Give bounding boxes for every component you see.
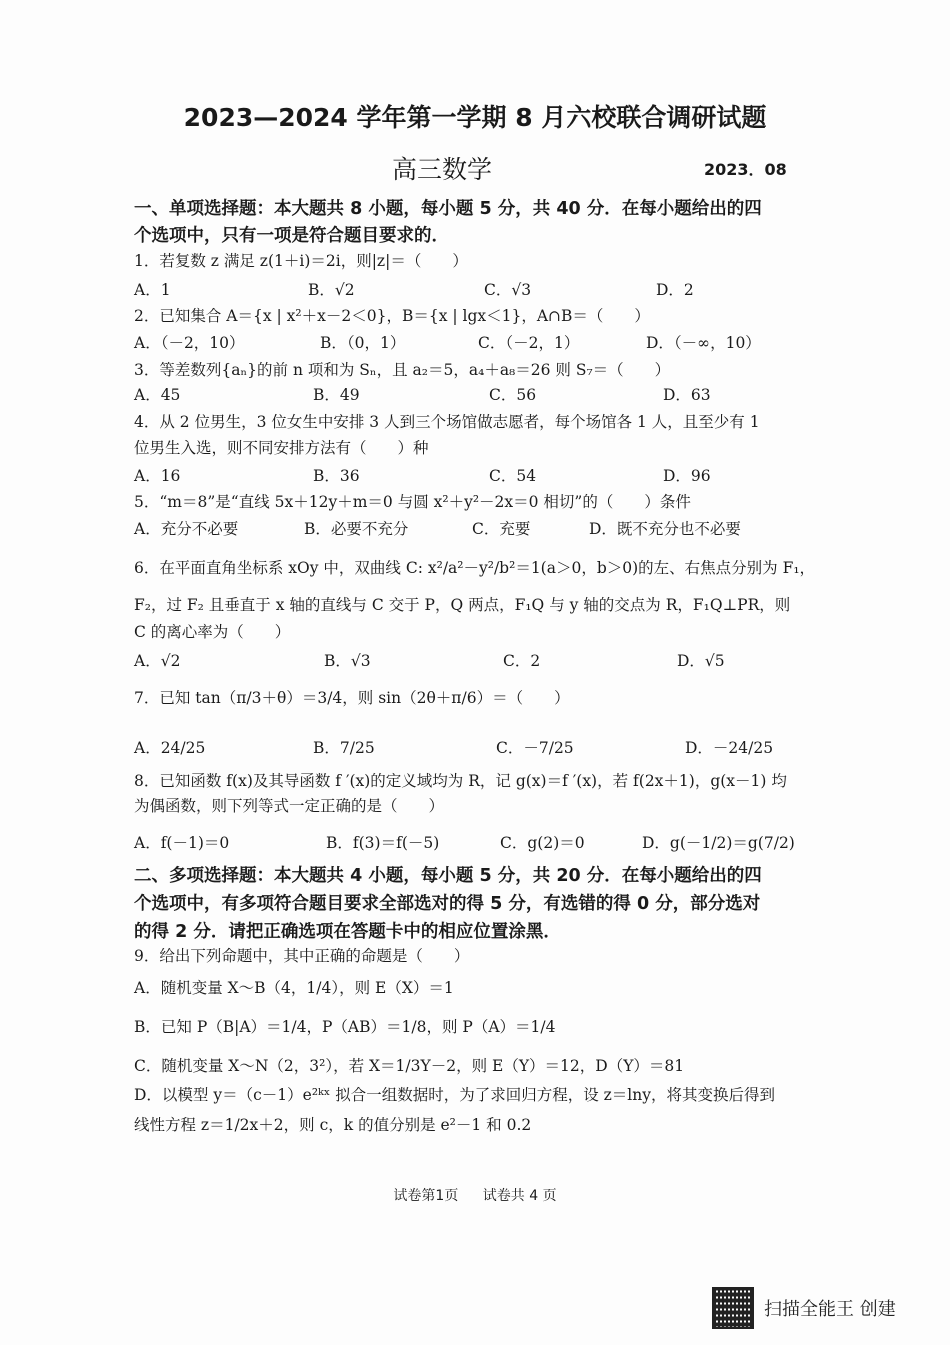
q1-option-b: B．√2 [308, 281, 355, 299]
q4-option-c: C．54 [489, 467, 537, 485]
q3-option-c: C．56 [489, 386, 537, 404]
question-2: 2．已知集合 A＝{x | x²＋x－2＜0}，B＝{x | lgx＜1}，A∩B＝（ ） [134, 307, 650, 325]
exam-title: 2023—2024 学年第一学期 8 月六校联合调研试题 [183, 103, 767, 132]
question-6-line3: C 的离心率为（ ） [134, 623, 291, 641]
question-8-line1: 8．已知函数 f(x)及其导函数 f ′(x)的定义域均为 R，记 g(x)＝f ′(x)，若 f(2x＋1)，g(x－1) 均 [134, 772, 787, 790]
q5-option-c: C．充要 [472, 520, 531, 538]
q9-option-a: A．随机变量 X～B（4，1/4），则 E（X）＝1 [134, 979, 454, 997]
q7-option-a: A．24/25 [134, 739, 206, 757]
q3-option-a: A．45 [134, 386, 181, 404]
q7-option-b: B．7/25 [313, 739, 375, 757]
q2-option-d: D．（－∞，10） [646, 334, 761, 352]
q1-option-a: A．1 [134, 281, 171, 299]
q4-option-a: A．16 [134, 467, 181, 485]
question-4-line1: 4．从 2 位男生，3 位女生中安排 3 人到三个场馆做志愿者，每个场馆各 1 人，且至少有 1 [134, 413, 760, 431]
q8-option-a: A．f(－1)＝0 [134, 834, 230, 852]
q1-option-d: D．2 [656, 281, 694, 299]
q6-option-a: A．√2 [134, 652, 181, 670]
scanner-watermark: 扫描全能王 创建 [764, 1299, 896, 1320]
question-6-line1: 6．在平面直角坐标系 xOy 中，双曲线 C: x²/a²－y²/b²＝1(a＞0，b＞0)的左、右焦点分别为 F₁， [134, 559, 816, 577]
question-5: 5．“m＝8”是“直线 5x＋12y＋m＝0 与圆 x²＋y²－2x＝0 相切”的（ ）条件 [134, 493, 691, 511]
question-8-line2: 为偶函数，则下列等式一定正确的是（ ） [134, 797, 445, 815]
q9-option-c: C．随机变量 X～N（2，3²），若 X＝1/3Y－2，则 E（Y）＝12，D（Y）＝81 [134, 1057, 685, 1075]
q2-option-b: B．（0，1） [320, 334, 406, 352]
q8-option-d: D．g(－1/2)＝g(7/2) [642, 834, 795, 852]
section1-heading-line1: 一、单项选择题：本大题共 8 小题，每小题 5 分，共 40 分．在每小题给出的四 [134, 199, 762, 219]
q2-option-a: A．（－2，10） [134, 334, 245, 352]
q9-option-d-line2: 线性方程 z＝1/2x＋2，则 c，k 的值分别是 e²－1 和 0.2 [134, 1116, 532, 1134]
subject-title: 高三数学 [392, 155, 493, 184]
q4-option-d: D．96 [663, 467, 711, 485]
q1-option-c: C．√3 [484, 281, 532, 299]
q3-option-d: D．63 [663, 386, 711, 404]
q9-option-b: B．已知 P（B|A）＝1/4，P（AB）＝1/8，则 P（A）＝1/4 [134, 1018, 556, 1036]
q9-option-d-line1: D．以模型 y＝（c－1）e²ᵏˣ 拟合一组数据时，为了求回归方程，设 z＝lny，将其变换后得到 [134, 1086, 775, 1104]
q6-option-b: B．√3 [324, 652, 371, 670]
exam-date: 2023．08 [704, 160, 787, 179]
question-9: 9．给出下列命题中，其中正确的命题是（ ） [134, 947, 470, 965]
page-number: 试卷第1页 [393, 1188, 459, 1204]
question-3: 3．等差数列{aₙ}的前 n 项和为 Sₙ，且 a₂＝5，a₄＋a₈＝26 则 S₇＝（ ） [134, 361, 671, 379]
page-footer [0, 1185, 950, 1205]
q5-option-a: A．充分不必要 [134, 520, 239, 538]
q7-option-c: C．－7/25 [496, 739, 574, 757]
question-6-line2: F₂，过 F₂ 且垂直于 x 轴的直线与 C 交于 P，Q 两点，F₁Q 与 y 轴的交点为 R，F₁Q⊥PR，则 [134, 596, 791, 614]
q7-option-d: D．－24/25 [685, 739, 774, 757]
section1-heading-line2: 个选项中，只有一项是符合题目要求的． [134, 226, 449, 246]
q2-option-c: C．（－2，1） [478, 334, 580, 352]
question-7: 7．已知 tan（π/3＋θ）＝3/4，则 sin（2θ＋π/6）＝（ ） [134, 689, 570, 707]
question-4-line2: 位男生入选，则不同安排方法有（ ）种 [134, 439, 429, 457]
q5-option-b: B．必要不充分 [304, 520, 409, 538]
section2-heading-line1: 二、多项选择题：本大题共 4 小题，每小题 5 分，共 20 分．在每小题给出的四 [134, 866, 762, 886]
qr-code-icon [712, 1287, 754, 1329]
q3-option-b: B．49 [313, 386, 360, 404]
question-1: 1．若复数 z 满足 z(1＋i)＝2i，则|z|＝（ ） [134, 252, 468, 270]
q6-option-c: C．2 [503, 652, 541, 670]
q5-option-d: D．既不充分也不必要 [589, 520, 741, 538]
q4-option-b: B．36 [313, 467, 360, 485]
section2-heading-line2: 个选项中，有多项符合题目要求全部选对的得 5 分，有选错的得 0 分，部分选对 [134, 894, 761, 914]
q8-option-b: B．f(3)＝f(－5) [326, 834, 440, 852]
page-total: 试卷共 4 页 [482, 1188, 557, 1204]
q6-option-d: D．√5 [677, 652, 725, 670]
q8-option-c: C．g(2)＝0 [500, 834, 585, 852]
section2-heading-line3: 的得 2 分．请把正确选项在答题卡中的相应位置涂黑． [134, 922, 561, 942]
